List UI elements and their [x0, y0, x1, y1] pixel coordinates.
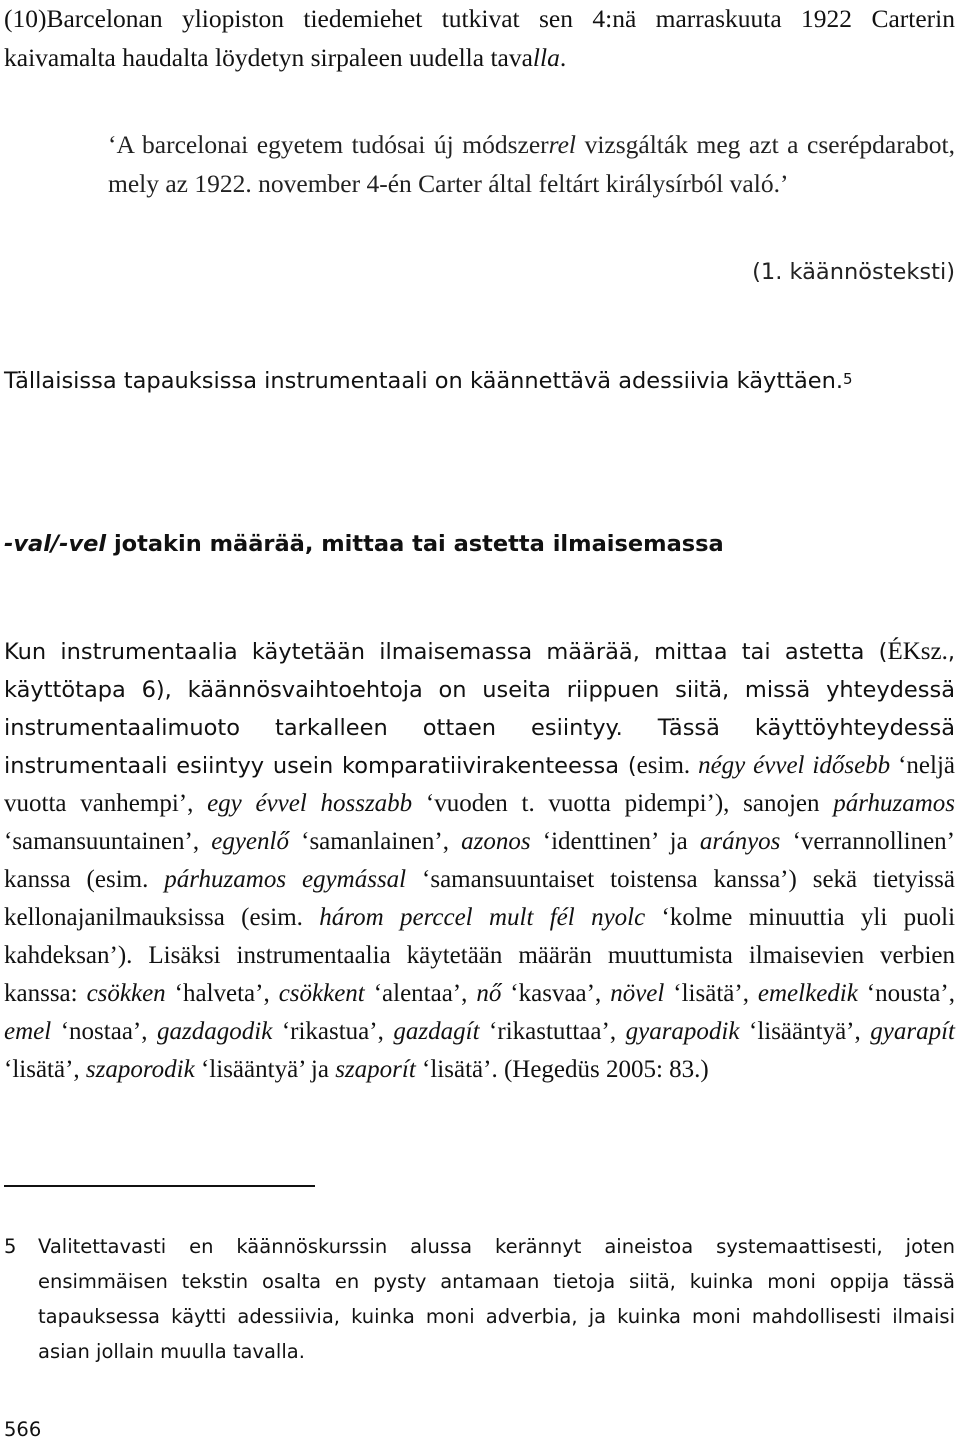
paragraph-adessive-rule: Tällaisissa tapauksissa instrumentaali on käännettävä adessiivia käyttäen.$^5$	[4, 368, 853, 394]
example-10-source-sentence: (10)Barcelonan yliopiston tiedemiehet tutkivat sen 4:nä marraskuuta 1922 Carterin kaivamalta haudalta löydetyn sirpaleen uudella tavalla.	[4, 4, 955, 72]
example-10-hungarian-translation: ‘A barcelonai egyetem tudósai új módszerrel vizsgálták meg azt a cserépdarabot, mely az 1922. november 4-én Carter által feltárt királysírból való.’	[108, 130, 956, 198]
body-paragraph: Kun instrumentaalia käytetään ilmaisemassa määrää, mittaa tai astetta (ÉKsz., käyttötapa 6), käännösvaihtoehtoja on useita riippuen siitä, missä yhteydessä instrumentaalimuoto tarkalleen ottaen esiintyy. Tässä käyttöyhteydessä instrumentaali esiintyy usein komparatiivirakenteessa (esim. négy évvel idősebb ‘neljä vuotta vanhempi’, egy évvel hosszabb ‘vuoden t. vuotta pidempi’), sanojen párhuzamos ‘samansuuntainen’, egyenlő ‘samanlainen’, azonos ‘identtinen’ ja arányos ‘verrannollinen’ kanssa (esim. párhuzamos egymással ‘samansuuntaiset toistensa kanssa’) sekä tietyissä kellonajanilmauksissa (esim. három perccel mult fél nyolc ‘kolme minuuttia yli puoli kahdeksan’). Lisäksi instrumentaalia käytetään määrän muuttumista ilmaisevien verbien kanssa: csökken ‘halveta’, csökkent ‘alentaa’, nő ‘kasvaa’, növel ‘lisätä’, emelkedik ‘nousta’, emel ‘nostaa’, gazdagodik ‘rikastua’, gazdagít ‘rikastuttaa’, gyarapodik ‘lisääntyä’, gyarapít ‘lisätä’, szaporodik ‘lisääntyä’ ja szaporít ‘lisätä’. (Hegedüs 2005: 83.)	[4, 638, 956, 1083]
footnote-reference[interactable]: 5	[843, 370, 853, 388]
footnote-number: 5	[4, 1235, 17, 1258]
page-number: 566	[4, 1418, 42, 1441]
footnote-separator	[4, 1185, 315, 1187]
footnote-text: Valitettavasti en käännöskurssin alussa kerännyt aineistoa systemaattisesti, joten ensimmäisen tekstin osalta en pysty antamaan tietoja siitä, kuinka moni oppija tässä tapauksessa käytti adessiivia, kuinka moni adverbia, ja kuinka moni mahdollisesti ilmaisi asian jollain muulla tavalla.	[38, 1235, 955, 1363]
example-attribution: (1. käännösteksti)	[752, 259, 955, 285]
section-heading: -val/-vel jotakin määrää, mittaa tai astetta ilmaisemassa	[4, 531, 724, 557]
footnote	[4, 1229, 955, 1369]
